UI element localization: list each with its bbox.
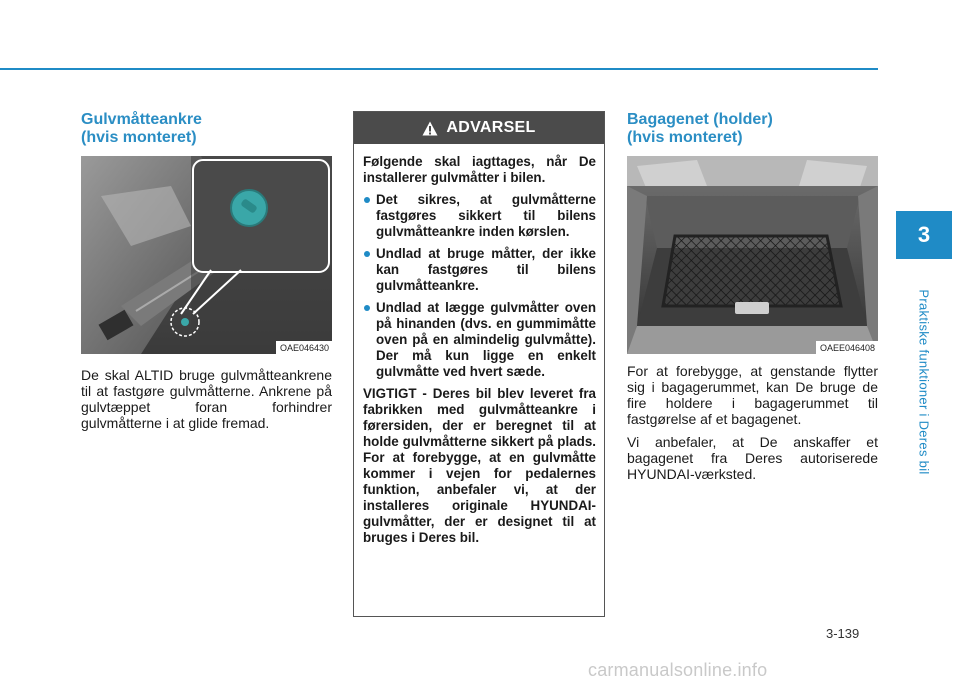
watermark: carmanualsonline.info <box>588 660 768 680</box>
warning-important: VIGTIGT - Deres bil blev leveret fra fabrikken med gulvmåtteankre i førersiden, der er beregnet til at holde gulvmåtterne sikkert på plads. For at forebygge, at en gulvmåtte kommer i vejen for pedalernes funktion, anbefaler vi, at der installeres originale HYUNDAI-gulvmåtter, der er designet til at bruges i Deres bil. <box>363 386 596 545</box>
warning-list <box>363 192 596 380</box>
image-code: OAEE046408 <box>816 341 878 354</box>
image-code: OAE046430 <box>276 341 332 354</box>
warning-box <box>353 111 605 617</box>
cargo-net-illustration <box>627 156 878 354</box>
section-title-line: (hvis monteret) <box>627 129 743 146</box>
paragraph: For at forebygge, at genstande flytter sig i bagagerummet, kan De bruge de fire holdere i bagagerummet til fastgørelse af et bagagenet. <box>627 363 878 427</box>
page-number: 3-139 <box>826 626 860 641</box>
warning-intro: Følgende skal iagttages, når De installerer gulvmåtter i bilen. <box>363 154 596 185</box>
chapter-tab <box>896 211 952 259</box>
warning-title: ADVARSEL <box>446 119 536 136</box>
warning-triangle-icon <box>422 121 438 136</box>
warning-item: Det sikres, at gulvmåtterne fastgøres sikkert til bilens gulvmåtteankre inden kørslen. <box>363 192 596 240</box>
section-title-cargo-net <box>627 111 773 147</box>
warning-header <box>354 112 604 144</box>
cargo-net-description <box>627 363 878 489</box>
section-title-line: Bagagenet (holder) <box>627 111 773 128</box>
floor-anchor-illustration <box>81 156 332 354</box>
chapter-title: Praktiske funktioner i Deres bil <box>916 289 932 475</box>
top-rule <box>0 68 878 70</box>
floor-anchor-description <box>81 367 332 438</box>
section-title-line: (hvis monteret) <box>81 129 197 146</box>
section-title-line: Gulvmåtteankre <box>81 111 202 128</box>
warning-item: Undlad at bruge måtter, der ikke kan fastgøres til bilens gulvmåtteankre. <box>363 246 596 294</box>
cargo-net-photo <box>627 156 878 354</box>
paragraph: Vi anbefaler, at De anskaffer et bagagenet fra Deres autoriserede HYUNDAI-værksted. <box>627 434 878 482</box>
chapter-number: 3 <box>917 222 931 247</box>
warning-item: Undlad at lægge gulvmåtter oven på hinanden (dvs. en gummimåtte oven på en almindelig gulvmåtte). Der må kun ligge en enkelt gulvmåtte ved hvert sæde. <box>363 300 596 380</box>
warning-content <box>354 144 604 546</box>
paragraph: De skal ALTID bruge gulvmåtteankrene til at fastgøre gulvmåtterne. Ankrene på gulvtæppet foran forhindrer gulvmåtterne i at glide fremad. <box>81 367 332 431</box>
floor-anchor-photo <box>81 156 332 354</box>
section-title-floor-mat-anchors <box>81 111 202 147</box>
